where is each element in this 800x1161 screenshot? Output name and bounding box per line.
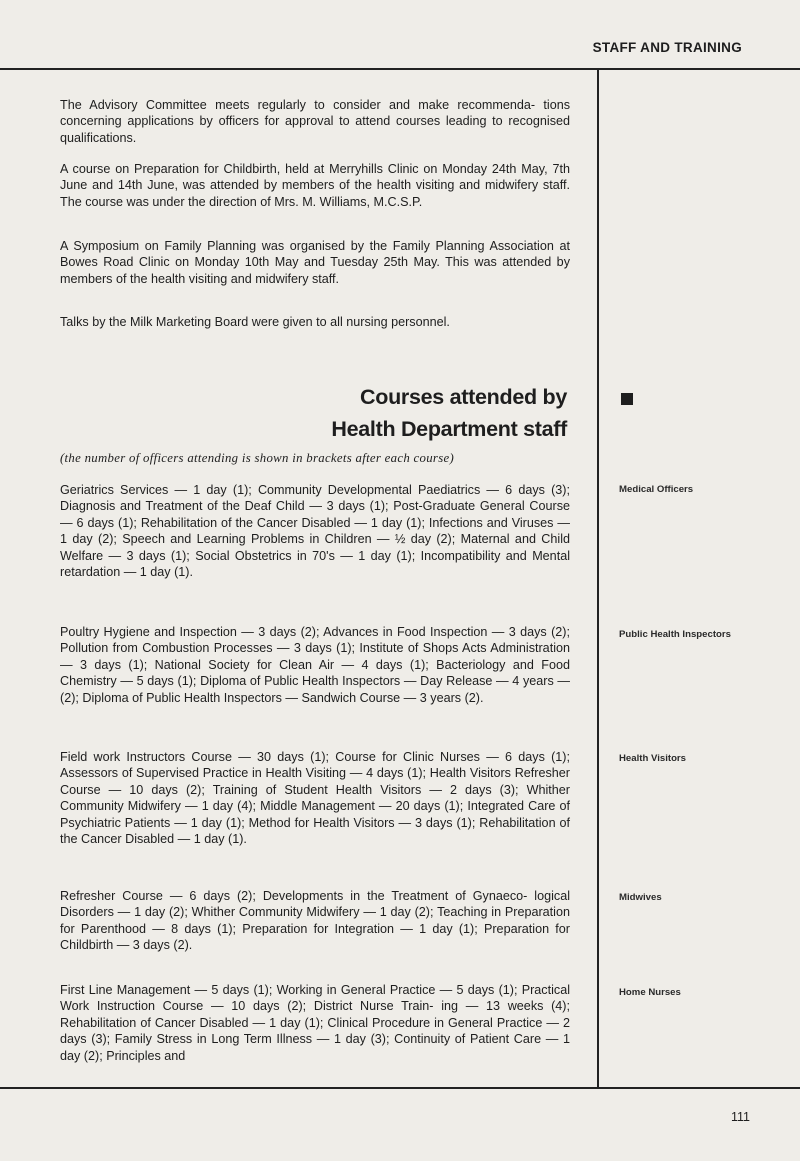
intro-paragraph-milk-board: Talks by the Milk Marketing Board were given to all nursing personnel. — [60, 315, 450, 329]
courses-home-nurses: First Line Management — 5 days (1); Working in General Practice — 5 days (1); Practical Work Instruction Course — 10 days (2); District Nurse Train- ing — 13 weeks (4); Rehabilitation of Cancer Disabled — 1 day (1); Clinical Procedure in General Practice — 2 days (3); Family Stress in Long Term Illness — 1 day (3); Continuity of Patient Care — 1 day (2); Principles and — [60, 983, 570, 1063]
column-divider — [597, 68, 599, 1089]
section-subtitle: (the number of officers attending is shown in brackets after each course) — [60, 451, 455, 465]
label-public-health-inspectors: Public Health Inspectors — [619, 629, 731, 640]
running-header: STAFF AND TRAINING — [592, 40, 742, 55]
courses-health-visitors: Field work Instructors Course — 30 days (1); Course for Clinic Nurses — 6 days (1); Assessors of Supervised Practice in Health Visiting — 4 days (1); Health Visitors Refresher Course — 10 days (2); Training of Student Health Visitors — 2 days (3); Whither Community Midwifery — 1 day (4); Middle Management — 20 days (1); Integrated Care of Psychiatric Patients — 1 day (1); Method for Health Visitors — 3 days (1); Rehabilitation of the Cancer Disabled — 1 day (1). — [60, 750, 570, 847]
intro-paragraph-childbirth-course: A course on Preparation for Childbirth, held at Merryhills Clinic on Monday 24th May, 7th June and 14th June, was attended by members of the health visiting and midwifery staff. The course was under the direction of Mrs. M. Williams, M.C.S.P. — [60, 162, 570, 209]
page-number: 111 — [731, 1110, 751, 1124]
intro-paragraph-advisory: The Advisory Committee meets regularly to consider and make recommenda- tions concerning applications by officers for approval to attend courses leading to recognised qualifications. — [60, 98, 570, 145]
intro-paragraph-symposium: A Symposium on Family Planning was organised by the Family Planning Association at Bowes Road Clinic on Monday 10th May and Tuesday 25th May. This was attended by members of the health visiting and midwifery staff. — [60, 239, 570, 286]
label-medical-officers: Medical Officers — [619, 484, 694, 495]
courses-public-health-inspectors: Poultry Hygiene and Inspection — 3 days (2); Advances in Food Inspection — 3 days (2); Pollution from Combustion Processes — 3 days (1); Institute of Shops Acts Administration — 3 days (1); National Society for Clean Air — 4 days (1); Bacteriology and Food Chemistry — 5 days (1); Diploma of Public Health Inspectors — Day Release — 4 years — (2); Diploma of Public Health Inspectors — Sandwich Course — 3 years (2). — [60, 625, 570, 705]
courses-medical-officers: Geriatrics Services — 1 day (1); Community Developmental Paediatrics — 6 days (3); Diagnosis and Treatment of the Deaf Child — 3 days (1); Post-Graduate General Course — 6 days (1); Rehabilitation of the Cancer Disabled — 1 day (1); Infections and Viruses — 1 day (2); Speech and Learning Problems in Children — ½ day (2); Maternal and Child Welfare — 3 days (1); Social Obstetrics in 70's — 1 day (1); Incompatibility and Mental retardation — 1 day (1). — [60, 483, 570, 580]
label-health-visitors: Health Visitors — [619, 753, 687, 764]
section-title-line2: Health Department staff — [331, 417, 567, 441]
label-midwives: Midwives — [619, 892, 662, 903]
bottom-rule — [0, 1087, 800, 1089]
top-rule — [0, 68, 800, 70]
label-home-nurses: Home Nurses — [619, 987, 681, 998]
section-title-line1: Courses attended by — [360, 385, 567, 409]
courses-midwives: Refresher Course — 6 days (2); Developments in the Treatment of Gynaeco- logical Disorders — 1 day (2); Whither Community Midwifery — 1 day (2); Teaching in Preparation for Parenthood — 8 days (1); Preparation for Integration — 1 day (1); Preparation for Childbirth — 3 days (2). — [60, 889, 570, 953]
section-marker-square — [621, 393, 633, 405]
